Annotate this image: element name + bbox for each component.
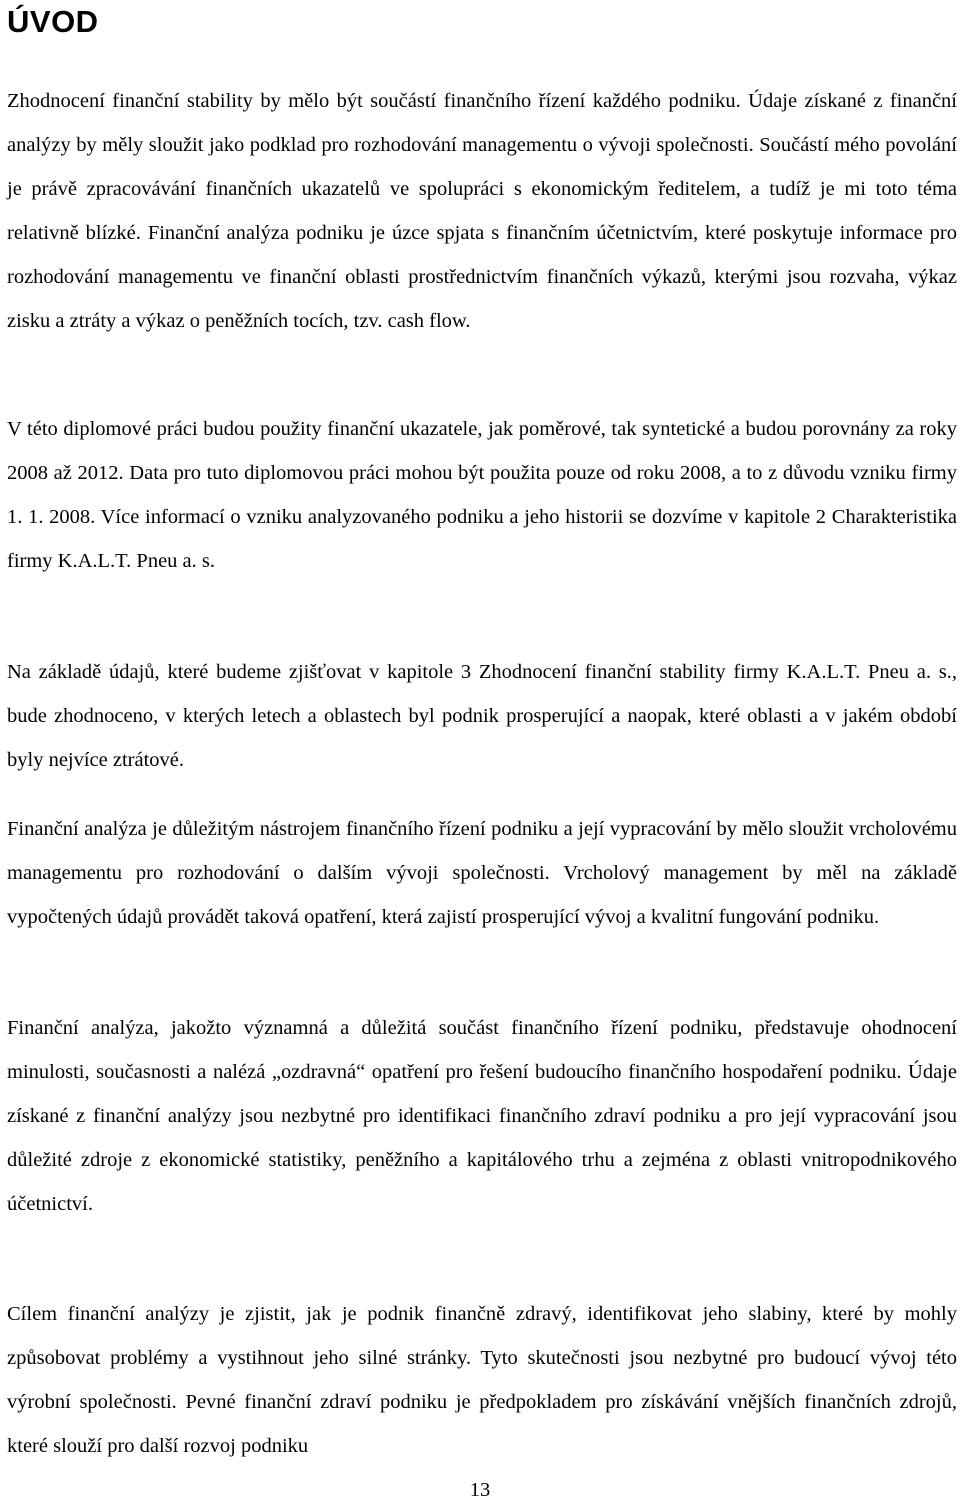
page-title: ÚVOD: [7, 4, 99, 39]
paragraph-1: Zhodnocení finanční stability by mělo být součástí finančního řízení každého podniku. Údaje získané z finanční analýzy by měly sloužit jako podklad pro rozhodování managementu o vývoji společnosti. Součástí mého povolání je právě zpracovávání finančních ukazatelů ve spolupráci s ekonomickým ředitelem, a tudíž je mi toto téma relativně blízké. Finanční analýza podniku je úzce spjata s finančním účetnictvím, které poskytuje informace pro rozhodování managementu ve finanční oblasti prostřednictvím finančních výkazů, kterými jsou rozvaha, výkaz zisku a ztráty a výkaz o peněžních tocích, tzv. cash flow.: [7, 90, 957, 332]
paragraph-5: Finanční analýza, jakožto významná a důležitá součást finančního řízení podniku, představuje ohodnocení minulosti, současnosti a nalézá „ozdravná“ opatření pro řešení budoucího finančního hospodaření podniku. Údaje získané z finanční analýzy jsou nezbytné pro identifikaci finančního zdraví podniku a pro její vypracování jsou důležité zdroje z ekonomické statistiky, peněžního a kapitálového trhu a zejména z oblasti vnitropodnikového účetnictví.: [7, 1017, 957, 1215]
paragraph-2: V této diplomové práci budou použity finanční ukazatele, jak poměrové, tak syntetické a budou porovnány za roky 2008 až 2012. Data pro tuto diplomovou práci mohou být použita pouze od roku 2008, a to z důvodu vzniku firmy 1. 1. 2008. Více informací o vzniku analyzovaného podniku a jeho historii se dozvíme v kapitole 2 Charakteristika firmy K.A.L.T. Pneu a. s.: [7, 418, 957, 572]
paragraph-3: Na základě údajů, které budeme zjišťovat v kapitole 3 Zhodnocení finanční stability firmy K.A.L.T. Pneu a. s., bude zhodnoceno, v kterých letech a oblastech byl podnik prosperující a naopak, které oblasti a v jakém období byly nejvíce ztrátové.: [7, 661, 957, 771]
paragraph-6: Cílem finanční analýzy je zjistit, jak je podnik finančně zdravý, identifikovat jeho slabiny, které by mohly způsobovat problémy a vystihnout jeho silné stránky. Tyto skutečnosti jsou nezbytné pro budoucí vývoj této výrobní společnosti. Pevné finanční zdraví podniku je předpokladem pro získávání vnějších finančních zdrojů, které slouží pro další rozvoj podniku: [7, 1303, 957, 1457]
page-number: 13: [469, 1479, 491, 1501]
paragraph-4: Finanční analýza je důležitým nástrojem finančního řízení podniku a její vypracování by mělo sloužit vrcholovému managementu pro rozhodování o dalším vývoji společnosti. Vrcholový management by měl na základě vypočtených údajů provádět taková opatření, která zajistí prosperující vývoj a kvalitní fungování podniku.: [7, 818, 957, 928]
